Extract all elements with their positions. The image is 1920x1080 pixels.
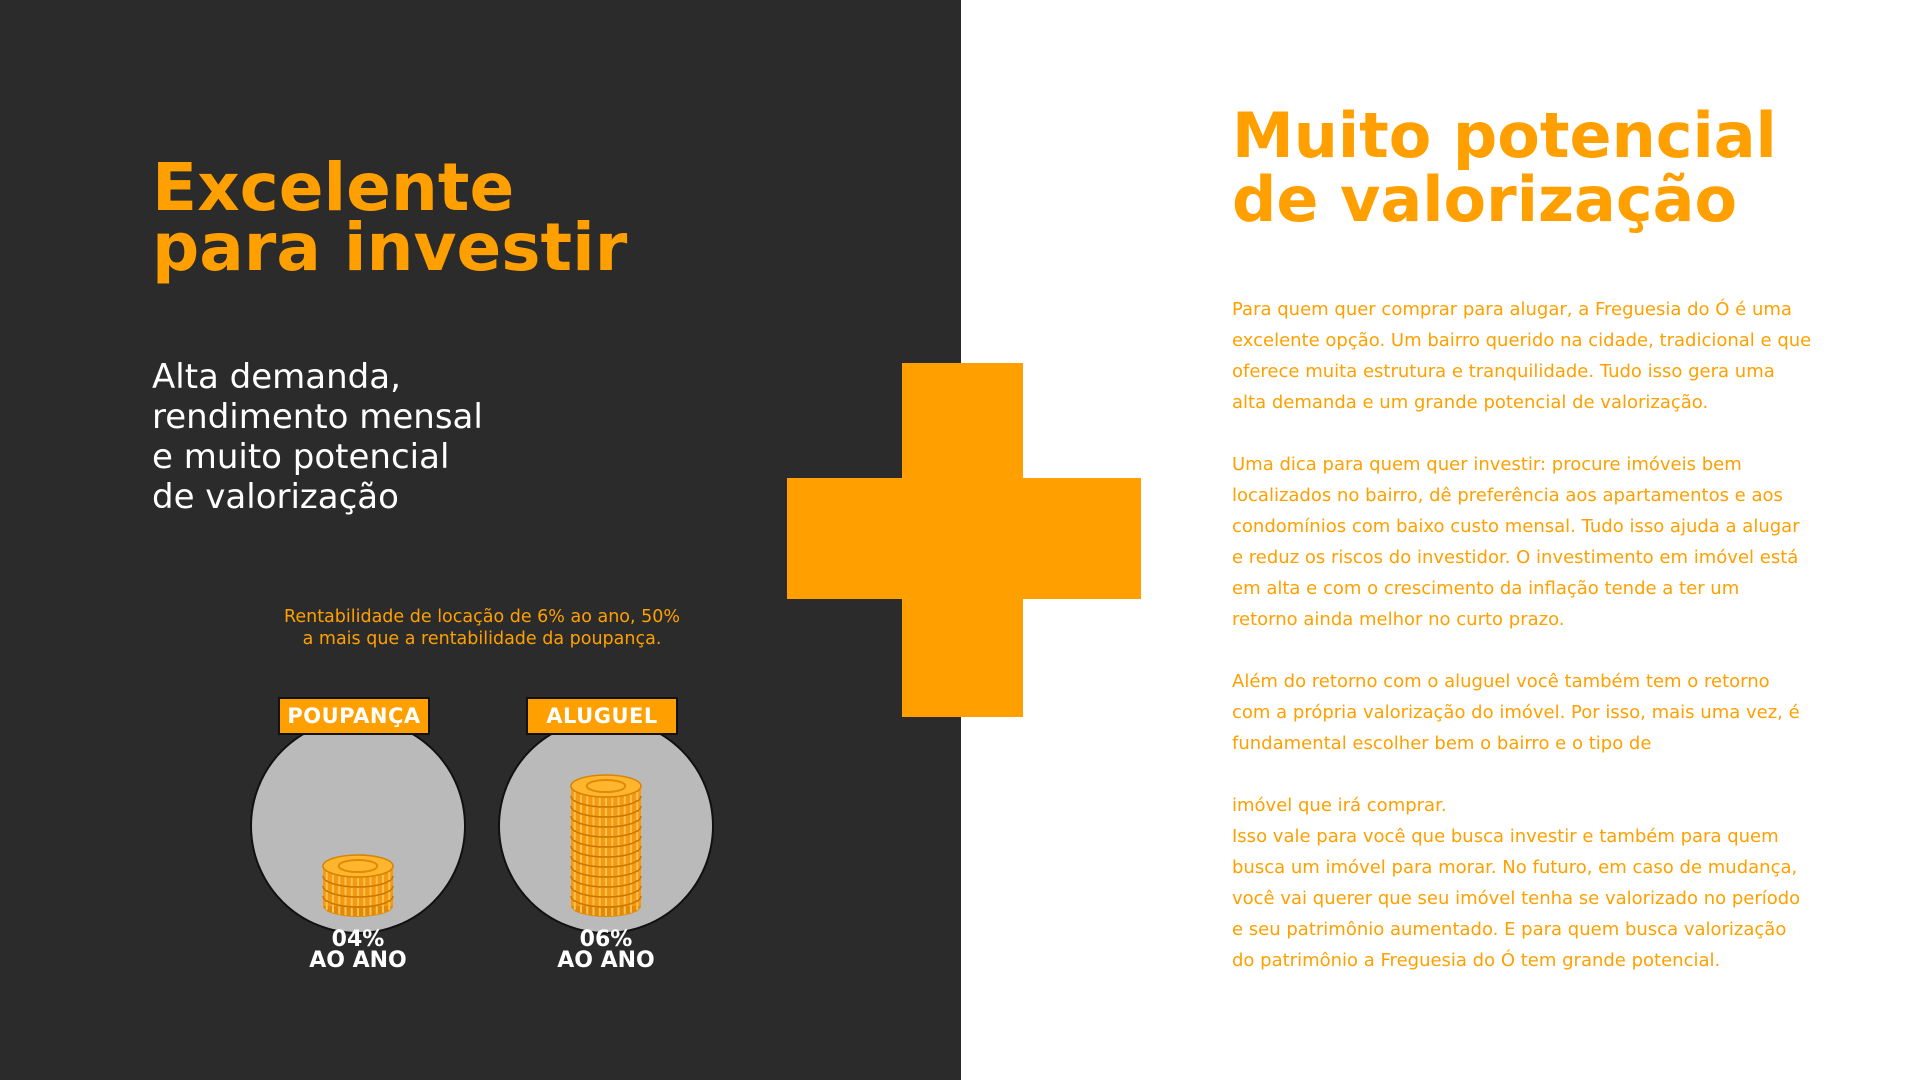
rent-note-line: Rentabilidade de locação de 6% ao ano, 50%	[283, 607, 681, 627]
coin-stack-icon	[500, 720, 712, 932]
body-line: retorno ainda melhor no curto prazo.	[1232, 609, 1565, 630]
coin-stack-top	[571, 775, 641, 797]
left-subtitle-line: e muito potencial	[152, 437, 450, 477]
body-line: excelente opção. Um bairro querido na cidade, tradicional e que	[1232, 330, 1812, 351]
body-line: Uma dica para quem quer investir: procure imóveis bem	[1232, 454, 1742, 475]
comparison-value: 06%	[579, 927, 633, 952]
right-title	[1232, 99, 1852, 236]
left-subtitle-line: Alta demanda,	[152, 357, 401, 397]
body-line: Além do retorno com o aluguel você também tem o retorno	[1232, 671, 1770, 692]
coin-stack-icon	[252, 720, 464, 932]
comparison-unit: AO ANO	[309, 948, 407, 973]
paragraph-gap	[1232, 418, 1832, 449]
body-line: alta demanda e um grande potencial de valorização.	[1232, 392, 1709, 413]
body-line: condomínios com baixo custo mensal. Tudo isso ajuda a alugar	[1232, 516, 1800, 537]
left-title-line: Excelente	[152, 149, 515, 226]
rent-note	[262, 606, 702, 650]
right-title-line: Muito potencial	[1232, 99, 1777, 172]
body-line: Para quem quer comprar para alugar, a Freguesia do Ó é uma	[1232, 299, 1792, 320]
body-line: fundamental escolher bem o bairro e o tipo de	[1232, 733, 1652, 754]
body-line: oferece muita estrutura e tranquilidade. Tudo isso gera uma	[1232, 361, 1775, 382]
comparison-circle	[250, 718, 466, 934]
plus-icon-horizontal-bar	[787, 478, 1141, 599]
left-subtitle	[152, 357, 612, 517]
body-line: Isso vale para você que busca investir e também para quem	[1232, 826, 1779, 847]
body-line: e reduz os riscos do investidor. O investimento em imóvel está	[1232, 547, 1799, 568]
left-subtitle-line: de valorização	[152, 477, 399, 517]
left-title	[152, 149, 772, 286]
comparison-label: ALUGUEL	[526, 697, 678, 735]
coin-stack	[323, 855, 393, 917]
left-subtitle-line: rendimento mensal	[152, 397, 483, 437]
paragraph-gap	[1232, 635, 1832, 666]
body-line: busca um imóvel para morar. No futuro, em caso de mudança,	[1232, 857, 1798, 878]
body-line: localizados no bairro, dê preferência aos apartamentos e aos	[1232, 485, 1783, 506]
body-line: com a própria valorização do imóvel. Por isso, mais uma vez, é	[1232, 702, 1800, 723]
body-line: do patrimônio a Freguesia do Ó tem grande potencial.	[1232, 950, 1721, 971]
comparison-label: POUPANÇA	[278, 697, 430, 735]
paragraph-gap	[1232, 759, 1832, 790]
coin-stack	[571, 775, 641, 917]
body-line: e seu patrimônio aumentado. E para quem busca valorização	[1232, 919, 1787, 940]
comparison-card-poupanca	[248, 697, 468, 977]
rent-note-line: a mais que a rentabilidade da poupança.	[302, 629, 662, 649]
comparison-unit: AO ANO	[557, 948, 655, 973]
body-line: você vai querer que seu imóvel tenha se valorizado no período	[1232, 888, 1801, 909]
body-line: em alta e com o crescimento da inflação tende a ter um	[1232, 578, 1740, 599]
right-title-line: de valorização	[1232, 163, 1738, 236]
left-title-line: para investir	[152, 209, 628, 286]
body-line: imóvel que irá comprar.	[1232, 795, 1447, 816]
comparison-value: 04%	[331, 927, 385, 952]
comparison-circle	[498, 718, 714, 934]
coin-stack-top	[323, 855, 393, 877]
comparison-card-aluguel	[496, 697, 716, 977]
body-copy	[1232, 294, 1832, 976]
